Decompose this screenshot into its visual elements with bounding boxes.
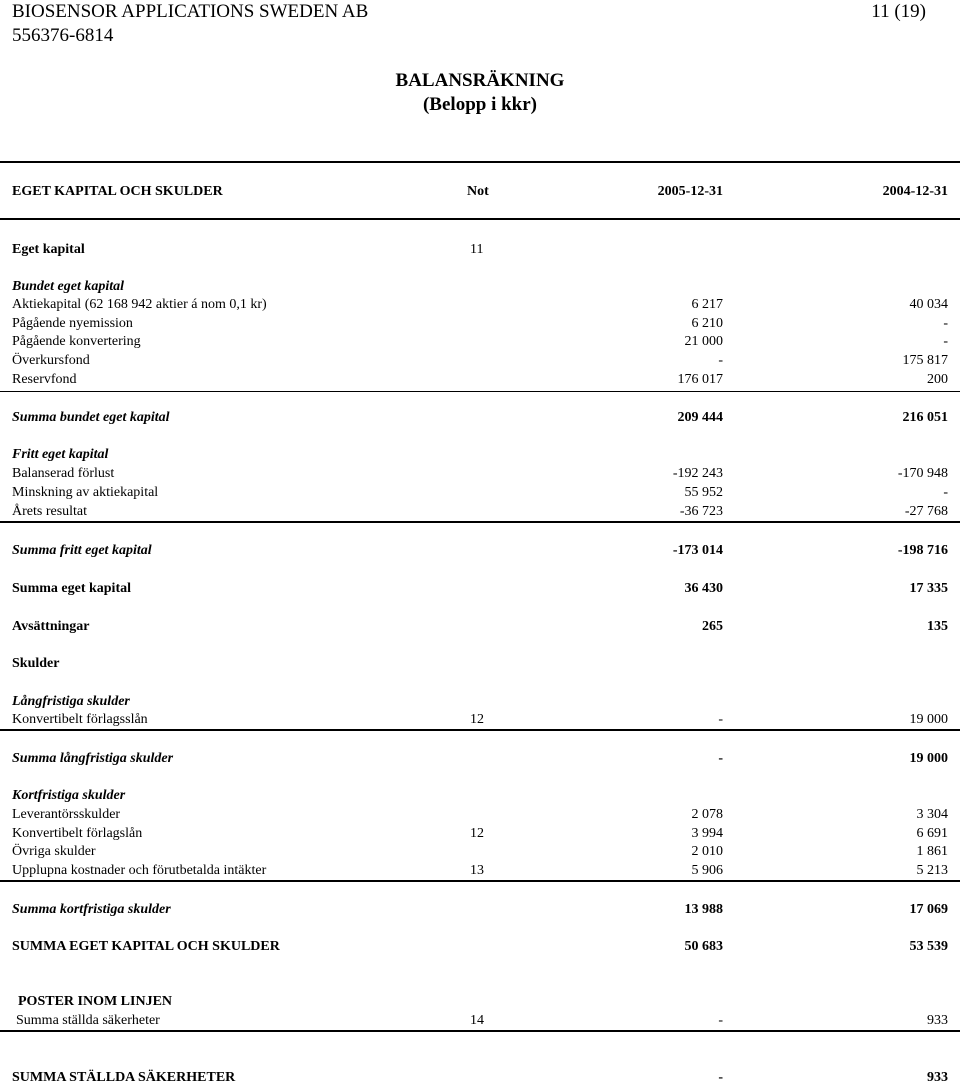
off-balance-rule (0, 1030, 960, 1032)
subtotal-rule (0, 391, 960, 392)
row-label: Minskning av aktiekapital (12, 485, 159, 500)
subtotal-label: Summa långfristiga skulder (12, 751, 174, 766)
subsection-label: Fritt eget kapital (12, 447, 109, 462)
row-value-2004: 3 304 (916, 807, 948, 822)
row-note: 12 (470, 826, 484, 841)
row-label: Pågående nyemission (12, 316, 133, 331)
off-balance-heading: POSTER INOM LINJEN (18, 994, 173, 1009)
page-number: 11 (19) (871, 1, 926, 22)
subsection-label: Bundet eget kapital (12, 279, 124, 294)
row-value-2004: 40 034 (909, 297, 948, 312)
row-label: Överkursfond (12, 353, 90, 368)
off-balance-row-label: Summa ställda säkerheter (16, 1013, 160, 1028)
row-value-2004: 6 691 (916, 826, 948, 841)
grand-total-value-2004: 53 539 (909, 939, 948, 954)
row-value-2004: 175 817 (902, 353, 948, 368)
row-value-2004: -27 768 (904, 504, 948, 519)
row-label: Årets resultat (12, 504, 88, 519)
row-label: Balanserad förlust (12, 466, 115, 481)
row-value-2005: - (718, 353, 723, 368)
row-label: Konvertibelt förlagsslån (12, 712, 148, 727)
subtotal-label: Summa kortfristiga skulder (12, 902, 171, 917)
row-label: Upplupna kostnader och förutbetalda intäkter (12, 863, 267, 878)
row-value-2005: 55 952 (684, 485, 723, 500)
off-balance-total-label: SUMMA STÄLLDA SÄKERHETER (12, 1070, 236, 1085)
subsection-label: Kortfristiga skulder (12, 788, 126, 803)
row-value-2005: 6 210 (691, 316, 723, 331)
row-value-2004: - (943, 316, 948, 331)
subtotal-value-2005: 13 988 (684, 902, 723, 917)
row-value-2004: 5 213 (916, 863, 948, 878)
off-balance-total-value-2004: 933 (927, 1070, 948, 1085)
company-name: BIOSENSOR APPLICATIONS SWEDEN AB (12, 1, 369, 22)
subtotal-value-2004: -198 716 (897, 543, 948, 558)
row-label: Konvertibelt förlagslån (12, 826, 143, 841)
year2-column-header: 2004-12-31 (882, 184, 948, 199)
row-value-2005: -192 243 (672, 466, 723, 481)
off-balance-total-value-2005: - (718, 1070, 723, 1085)
total-value-2004: 17 335 (909, 581, 948, 596)
row-value-2005: 2 010 (691, 844, 723, 859)
total-label: Avsättningar (12, 619, 90, 634)
section-heading: EGET KAPITAL OCH SKULDER (12, 184, 223, 199)
subtotal-rule (0, 521, 960, 523)
total-value-2005: 36 430 (684, 581, 723, 596)
row-note: 12 (470, 712, 484, 727)
row-label: Leverantörsskulder (12, 807, 121, 822)
row-label: Eget kapital (12, 242, 85, 257)
row-note: 13 (470, 863, 484, 878)
year1-column-header: 2005-12-31 (657, 184, 723, 199)
row-label: Aktiekapital (62 168 942 aktier á nom 0,1 kr) (12, 297, 267, 312)
off-balance-row-value-2005: - (718, 1013, 723, 1028)
row-value-2004: 19 000 (909, 712, 948, 727)
subtotal-value-2005: 209 444 (677, 410, 723, 425)
grand-total-value-2005: 50 683 (684, 939, 723, 954)
row-value-2004: - (943, 334, 948, 349)
row-value-2005: 3 994 (691, 826, 723, 841)
off-balance-row-note: 14 (470, 1013, 484, 1028)
row-value-2005: 176 017 (677, 372, 723, 387)
page-subtitle: (Belopp i kkr) (422, 94, 538, 115)
row-value-2004: 1 861 (916, 844, 948, 859)
subtotal-label: Summa fritt eget kapital (12, 543, 152, 558)
row-label: Reservfond (12, 372, 77, 387)
grand-total-label: SUMMA EGET KAPITAL OCH SKULDER (12, 939, 280, 954)
subtotal-value-2004: 17 069 (909, 902, 948, 917)
row-value-2004: - (943, 485, 948, 500)
total-label: Summa eget kapital (12, 581, 131, 596)
row-value-2005: -36 723 (679, 504, 723, 519)
row-label: Pågående konvertering (12, 334, 141, 349)
row-value-2004: 200 (927, 372, 948, 387)
subsection-label: Långfristiga skulder (12, 694, 130, 709)
row-note: 11 (470, 242, 484, 257)
subtotal-value-2004: 19 000 (909, 751, 948, 766)
row-value-2005: 5 906 (691, 863, 723, 878)
section-label: Skulder (12, 656, 60, 671)
row-value-2005: 2 078 (691, 807, 723, 822)
subtotal-value-2005: -173 014 (672, 543, 723, 558)
row-label: Övriga skulder (12, 844, 96, 859)
subtotal-value-2005: - (718, 751, 723, 766)
page-title: BALANSRÄKNING (395, 70, 565, 91)
row-value-2004: -170 948 (897, 466, 948, 481)
total-value-2004: 135 (927, 619, 948, 634)
org-number: 556376-6814 (12, 25, 114, 46)
subtotal-rule (0, 880, 960, 882)
off-balance-row-value-2004: 933 (927, 1013, 948, 1028)
header-top-rule (0, 161, 960, 163)
total-value-2005: 265 (702, 619, 723, 634)
row-value-2005: 6 217 (691, 297, 723, 312)
header-bottom-rule (0, 218, 960, 220)
subtotal-label: Summa bundet eget kapital (12, 410, 170, 425)
row-value-2005: 21 000 (684, 334, 723, 349)
row-value-2005: - (718, 712, 723, 727)
subtotal-rule (0, 729, 960, 731)
subtotal-value-2004: 216 051 (902, 410, 948, 425)
note-column-header: Not (467, 184, 489, 199)
